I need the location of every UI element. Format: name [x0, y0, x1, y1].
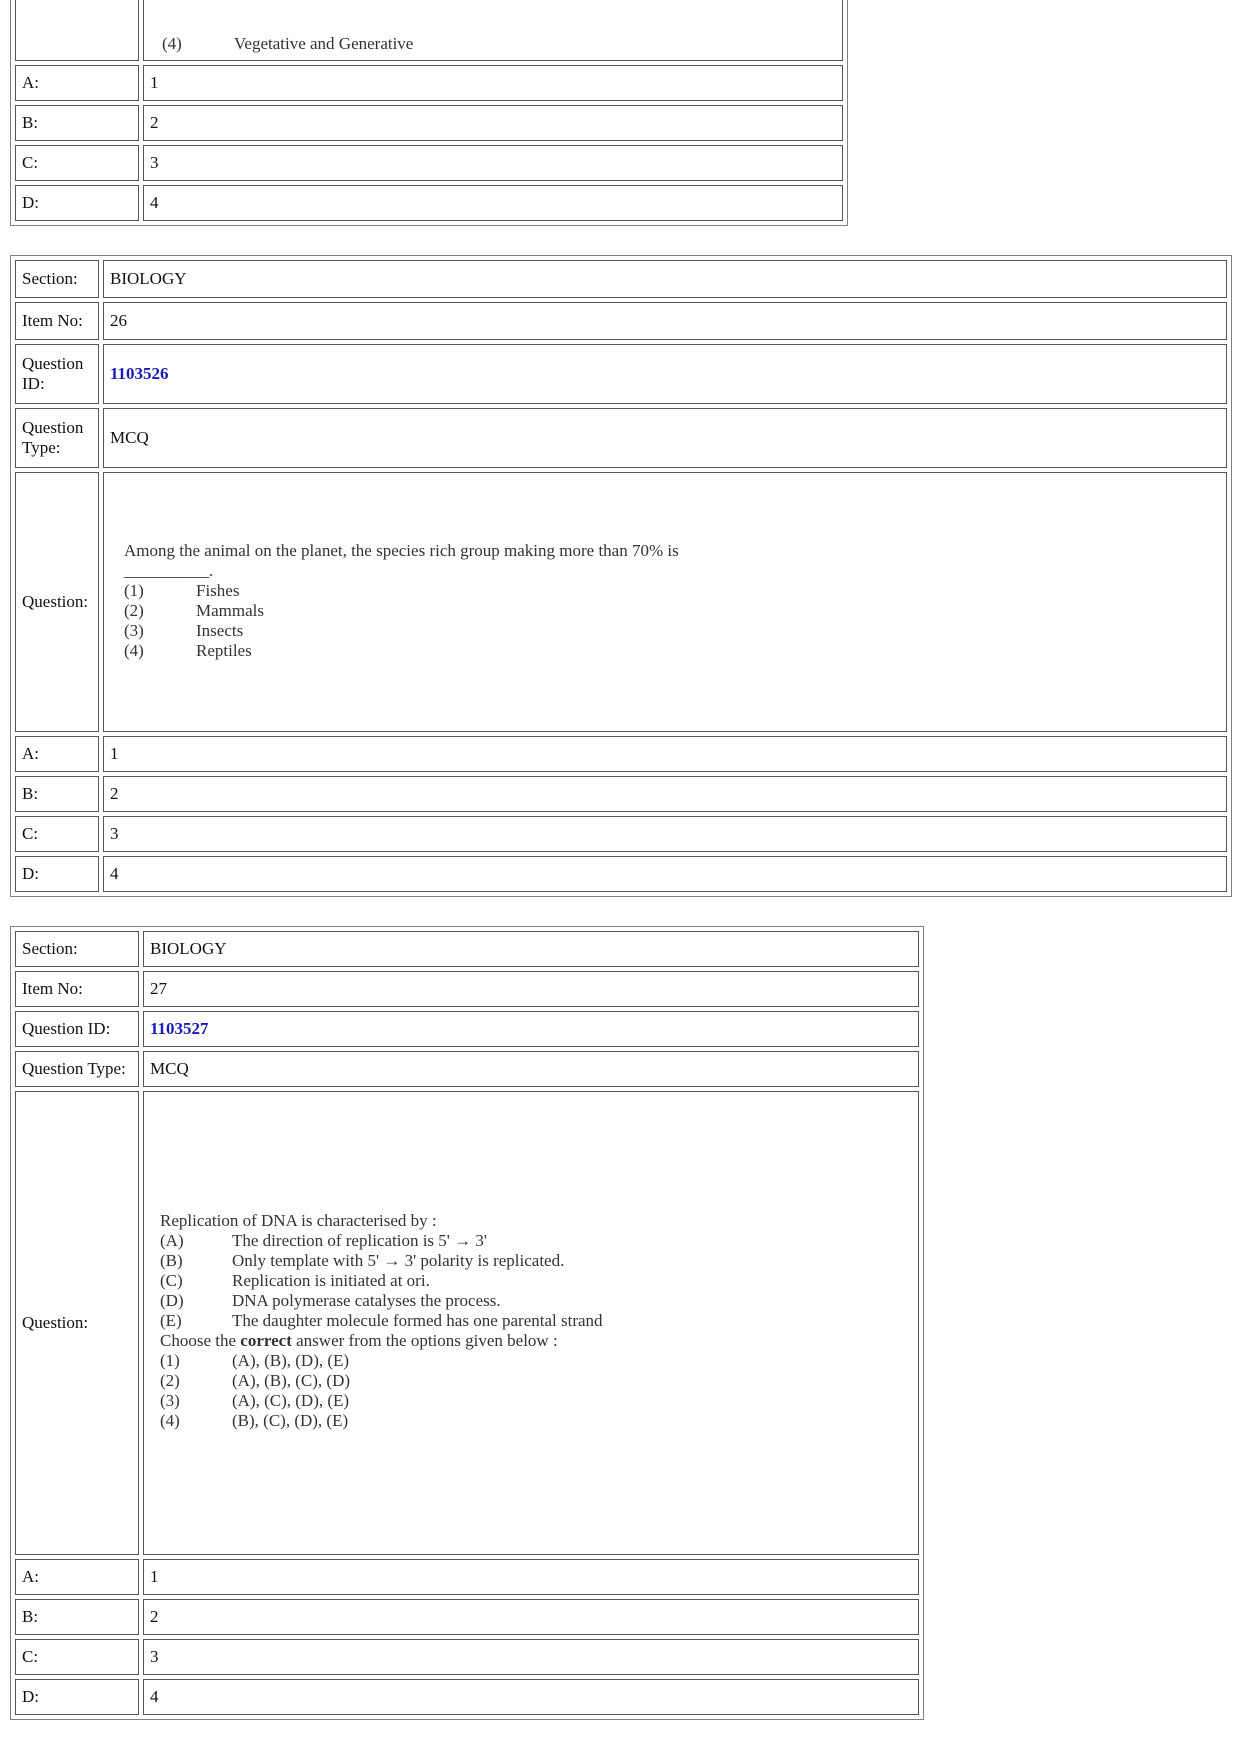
option-3: [124, 621, 1210, 641]
section-label: Section:: [15, 931, 139, 967]
option-text: (A), (C), (D), (E): [232, 1391, 350, 1410]
answer-value: 3: [143, 1639, 919, 1675]
option-text: Mammals: [196, 601, 264, 620]
choose-after: answer from the options given below :: [296, 1331, 558, 1350]
option-text: Insects: [196, 621, 244, 640]
answer-value: 1: [143, 65, 843, 101]
item-no-value: 26: [103, 302, 1227, 340]
answer-row-d: [15, 185, 843, 221]
statement-text: The direction of replication is 5' → 3': [232, 1231, 487, 1250]
question-id-label: Question ID:: [15, 344, 99, 404]
question-label: Question:: [15, 1091, 139, 1555]
answer-label: A:: [15, 1559, 139, 1595]
item-no-label: Item No:: [15, 302, 99, 340]
answer-label: D:: [15, 1679, 139, 1715]
question-type-label: Question Type:: [15, 408, 99, 468]
answer-row-b: [15, 776, 1227, 812]
statement-b: [160, 1251, 908, 1271]
option-2: [124, 601, 1210, 621]
answer-value: 4: [103, 856, 1227, 892]
statement-e: [160, 1311, 908, 1331]
answer-label: B:: [15, 1599, 139, 1635]
section-value: BIOLOGY: [143, 931, 919, 967]
question-content: [143, 1091, 919, 1555]
section-value: BIOLOGY: [103, 260, 1227, 298]
answer-value: 2: [103, 776, 1227, 812]
option-2: [160, 1371, 908, 1391]
option-text: Fishes: [196, 581, 240, 600]
question-stem: [124, 541, 1210, 581]
item-no-row: [15, 302, 1227, 340]
question-label-cell: [15, 0, 139, 61]
question-label: Question:: [15, 472, 99, 732]
question-table-26: [10, 255, 1232, 897]
item-no-label: Item No:: [15, 971, 139, 1007]
question-id-value: 1103527: [143, 1011, 919, 1047]
statement-c: [160, 1271, 908, 1291]
question-text: Among the animal on the planet, the species rich group making more than 70% is: [124, 541, 679, 560]
question-content: [143, 0, 843, 61]
answer-row-c: [15, 816, 1227, 852]
answer-value: 2: [143, 1599, 919, 1635]
answer-value: 1: [103, 736, 1227, 772]
question-id-label: Question ID:: [15, 1011, 139, 1047]
option-number: (3): [124, 621, 144, 640]
answer-value: 2: [143, 105, 843, 141]
answer-row-a: [15, 65, 843, 101]
question-type-label: Question Type:: [15, 1051, 139, 1087]
answer-label: B:: [15, 105, 139, 141]
item-no-row: [15, 971, 919, 1007]
answer-value: 1: [143, 1559, 919, 1595]
question-blank: __________.: [124, 561, 214, 580]
answer-row-a: [15, 736, 1227, 772]
answer-value: 4: [143, 185, 843, 221]
answer-row-b: [15, 105, 843, 141]
question-type-row: [15, 1051, 919, 1087]
option-1: [124, 581, 1210, 601]
option-number: (4): [124, 641, 144, 660]
statement-number: (A): [160, 1231, 184, 1250]
question-row: [15, 472, 1227, 732]
answer-row-d: [15, 856, 1227, 892]
statement-text: DNA polymerase catalyses the process.: [232, 1291, 501, 1310]
statement-text: The daughter molecule formed has one parental strand: [232, 1311, 603, 1330]
answer-row-a: [15, 1559, 919, 1595]
option-text: (B), (C), (D), (E): [232, 1411, 349, 1430]
question-type-value: MCQ: [103, 408, 1227, 468]
answer-row-b: [15, 1599, 919, 1635]
answer-label: C:: [15, 145, 139, 181]
item-no-value: 27: [143, 971, 919, 1007]
choose-instruction: [160, 1331, 908, 1351]
section-row: [15, 260, 1227, 298]
option-number: (2): [160, 1371, 180, 1390]
option-number: (1): [160, 1351, 180, 1370]
section-label: Section:: [15, 260, 99, 298]
statement-text: Only template with 5' → 3' polarity is replicated.: [232, 1251, 565, 1270]
answer-label: A:: [15, 736, 99, 772]
question-id-row: [15, 344, 1227, 404]
option-number: (1): [124, 581, 144, 600]
question-type-value: MCQ: [143, 1051, 919, 1087]
answer-label: B:: [15, 776, 99, 812]
answer-value: 4: [143, 1679, 919, 1715]
option-text: (A), (B), (D), (E): [232, 1351, 350, 1370]
section-row: [15, 931, 919, 967]
question-row: [15, 1091, 919, 1555]
question-content: [103, 472, 1227, 732]
question-id-value: 1103526: [103, 344, 1227, 404]
option-text: (A), (B), (C), (D): [232, 1371, 351, 1390]
choose-bold: correct: [240, 1331, 292, 1350]
choose-before: Choose the: [160, 1331, 237, 1350]
option-text: Reptiles: [196, 641, 252, 660]
option-number: (2): [124, 601, 144, 620]
answer-row-d: [15, 1679, 919, 1715]
question-table-prev: [10, 0, 848, 226]
statement-a: [160, 1231, 908, 1251]
question-row: [15, 0, 843, 61]
answer-label: D:: [15, 185, 139, 221]
question-id-row: [15, 1011, 919, 1047]
option-number: (4): [162, 34, 182, 53]
question-type-row: [15, 408, 1227, 468]
statement-d: [160, 1291, 908, 1311]
statement-number: (D): [160, 1291, 184, 1310]
option-4: [162, 34, 836, 54]
question-table-27: [10, 926, 924, 1720]
option-4: [124, 641, 1210, 661]
answer-value: 3: [103, 816, 1227, 852]
option-number: (4): [160, 1411, 180, 1430]
statement-number: (B): [160, 1251, 183, 1270]
statement-number: (C): [160, 1271, 183, 1290]
answer-value: 3: [143, 145, 843, 181]
answer-label: C:: [15, 816, 99, 852]
option-3: [160, 1391, 908, 1411]
option-number: (3): [160, 1391, 180, 1410]
answer-row-c: [15, 145, 843, 181]
answer-label: D:: [15, 856, 99, 892]
option-text: Vegetative and Generative: [234, 34, 414, 53]
answer-label: C:: [15, 1639, 139, 1675]
answer-row-c: [15, 1639, 919, 1675]
statement-number: (E): [160, 1311, 182, 1330]
statement-text: Replication is initiated at ori.: [232, 1271, 430, 1290]
option-1: [160, 1351, 908, 1371]
answer-label: A:: [15, 65, 139, 101]
question-intro: Replication of DNA is characterised by :: [160, 1211, 437, 1230]
option-4: [160, 1411, 908, 1431]
